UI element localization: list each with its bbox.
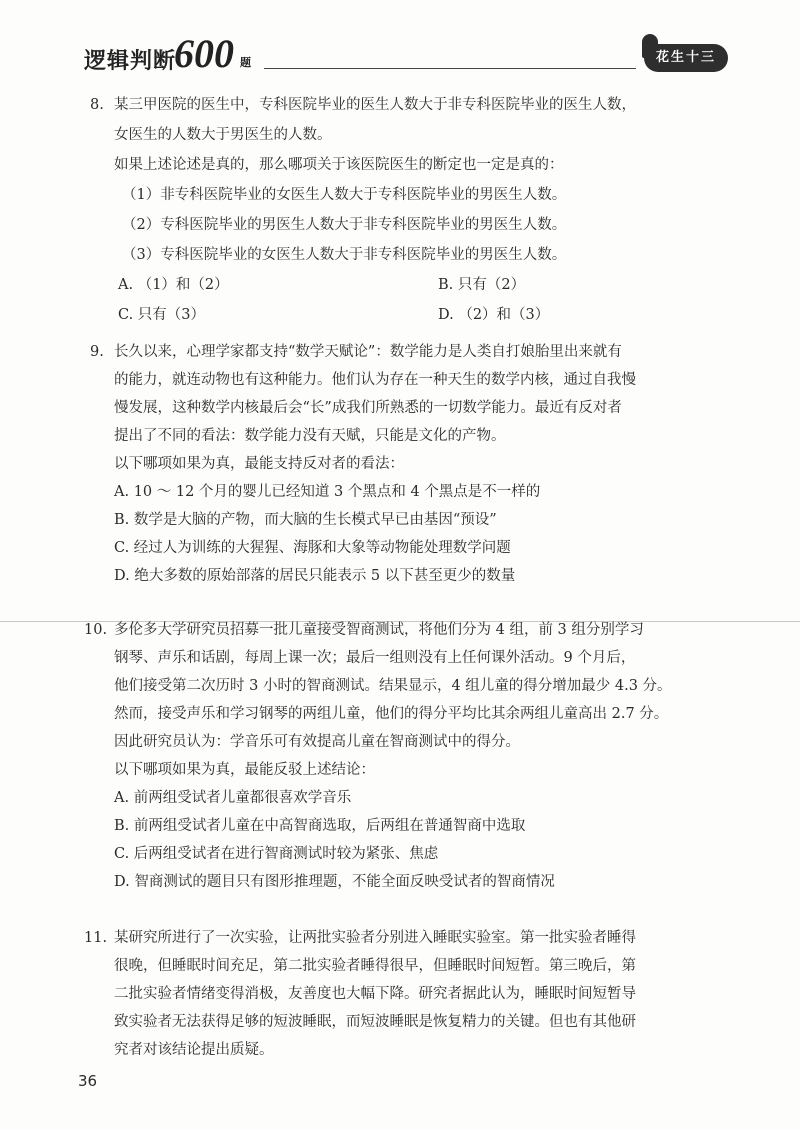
option-d: D. 绝大多数的原始部落的居民只能表示 5 以下甚至更少的数量 [114,568,516,584]
stem-line: 某三甲医院的医生中，专科医院毕业的医生人数大于非专科医院毕业的医生人数， [114,97,636,113]
stem-line: 他们接受第二次历时 3 小时的智商测试。结果显示，4 组儿童的得分增加最少 4.3 分。 [114,678,672,694]
stem-line: 长久以来，心理学家都支持“数学天赋论”：数学能力是人类自打娘胎里出来就有 [114,344,622,360]
stem-line: 慢发展，这种数学内核最后会“长”成我们所熟悉的一切数学能力。最近有反对者 [114,400,622,416]
option-a: A. （1）和（2） [118,277,229,293]
option-b: B. 数学是大脑的产物，而大脑的生长模式早已由基因“预设” [114,512,497,528]
question-prompt: 以下哪项如果为真，最能反驳上述结论： [114,762,375,778]
question-11 [84,924,726,1064]
page-header [70,31,740,76]
stem-line: 的能力，就连动物也有这种能力。他们认为存在一种天生的数学内核，通过自我慢 [114,372,636,388]
header-rule [264,68,636,69]
option-d: D. 智商测试的题目只有图形推理题，不能全面反映受试者的智商情况 [114,874,555,890]
option-a: A. 10 ～ 12 个月的婴儿已经知道 3 个黑点和 4 个黑点是不一样的 [114,484,541,500]
question-prompt: 以下哪项如果为真，最能支持反对者的看法： [114,456,404,472]
stem-line: 究者对该结论提出质疑。 [114,1042,274,1058]
book-title-number: 600 [174,31,234,76]
option-c: C. 后两组受试者在进行智商测试时较为紧张、焦虑 [114,846,439,862]
question-prompt: 如果上述论述是真的，那么哪项关于该医院医生的断定也一定是真的： [114,157,564,173]
book-title: 逻辑判断 [84,49,177,74]
option-b: B. 前两组受试者儿童在中高智商选取，后两组在普通智商中选取 [114,818,526,834]
stem-line: 二批实验者情绪变得消极，友善度也大幅下降。研究者据此认为，睡眠时间短暂导 [114,986,636,1002]
question-9 [90,338,726,590]
stem-line: 很晚，但睡眠时间充足，第二批实验者睡得很早，但睡眠时间短暂。第三晚后，第 [114,958,636,974]
option-a: A. 前两组受试者儿童都很喜欢学音乐 [114,790,352,806]
book-title-suffix: 题 [240,56,251,69]
question-number: 9. [90,344,104,360]
brand-badge: 花生十三 [644,44,728,72]
stem-line: 因此研究员认为：学音乐可有效提高儿童在智商测试中的得分。 [114,734,520,750]
statement: （2）专科医院毕业的男医生人数大于非专科医院毕业的男医生人数。 [122,217,567,233]
question-8 [90,90,726,330]
statement: （1）非专科医院毕业的女医生人数大于专科医院毕业的男医生人数。 [122,187,567,203]
stem-line: 女医生的人数大于男医生的人数。 [114,127,332,143]
statement: （3）专科医院毕业的女医生人数大于非专科医院毕业的男医生人数。 [122,247,567,263]
question-number: 10. [84,622,108,638]
option-c: C. 经过人为训练的大猩猩、海豚和大象等动物能处理数学问题 [114,540,511,556]
option-d: D. （2）和（3） [438,307,550,323]
stem-line: 多伦多大学研究员招募一批儿童接受智商测试，将他们分为 4 组，前 3 组分别学习 [114,622,644,638]
question-number: 8. [90,97,104,113]
option-b: B. 只有（2） [438,277,526,293]
question-number: 11. [84,930,108,946]
option-c: C. 只有（3） [118,307,206,323]
stem-line: 然而，接受声乐和学习钢琴的两组儿童，他们的得分平均比其余两组儿童高出 2.7 分。 [114,706,669,722]
stem-line: 致实验者无法获得足够的短波睡眠，而短波睡眠是恢复精力的关键。但也有其他研 [114,1014,636,1030]
stem-line: 提出了不同的看法：数学能力没有天赋，只能是文化的产物。 [114,428,506,444]
stem-line: 钢琴、声乐和话剧，每周上课一次；最后一组则没有上任何课外活动。9 个月后， [114,650,636,666]
question-10 [84,616,726,896]
page-number: 36 [78,1072,98,1090]
stem-line: 某研究所进行了一次实验，让两批实验者分别进入睡眠实验室。第一批实验者睡得 [114,930,636,946]
